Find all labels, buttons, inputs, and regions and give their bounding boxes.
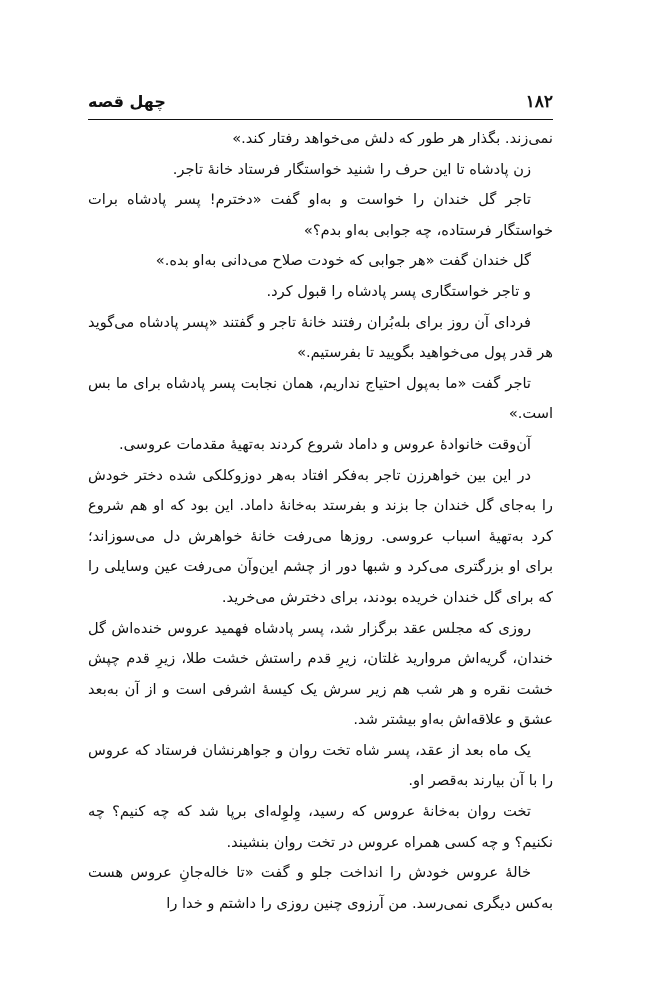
paragraph: آن‌وقت خانوادهٔ عروس و داماد شروع کردند به‌تهیهٔ مقدمات عروسی. bbox=[119, 435, 531, 453]
paragraph: گل خندان گفت «هر جوابی که خودت صلاح می‌دانی به‌او بده.» bbox=[155, 252, 531, 270]
paragraph: یک ماه بعد از عقد، پسر شاه تخت روان و جواهرنشان فرستاد که عروس را با آن بیارند به‌قصر او. bbox=[88, 741, 553, 790]
page-number: ۱۸۲ bbox=[525, 92, 553, 112]
running-header bbox=[88, 90, 553, 118]
book-title: چهل قصه bbox=[88, 92, 166, 111]
paragraph: فردای آن روز برای بله‌بُران رفتند خانهٔ تاجر و گفتند «پسر پادشاه می‌گوید هر قدر پول می‌خواهید بگویید تا بفرستیم.» bbox=[88, 313, 553, 362]
paragraph: تاجر گل خندان را خواست و به‌او گفت «دخترم! پسر پادشاه برات خواستگار فرستاده، چه جوابی به‌او بدم؟» bbox=[88, 191, 553, 239]
paragraph: تخت روان به‌خانهٔ عروس که رسید، وِلوِله‌ای برپا شد که چه کنیم؟ چه نکنیم؟ و چه کسی همراه عروس در تخت روان بنشیند. bbox=[88, 803, 553, 851]
paragraph: نمی‌زند. بگذار هر طور که دلش می‌خواهد رفتار کند.» bbox=[232, 130, 553, 147]
paragraph: زن پادشاه تا این حرف را شنید خواستگار فرستاد خانهٔ تاجر. bbox=[172, 160, 531, 178]
paragraph: و تاجر خواستگاری پسر پادشاه را قبول کرد. bbox=[266, 282, 531, 300]
header-rule bbox=[88, 119, 553, 120]
paragraph: خالهٔ عروس خودش را انداخت جلو و گفت «تا خاله‌جانِ عروس هست به‌کس دیگری نمی‌رسد. من آرزوی چنین روزی را داشتم و خدا را bbox=[88, 864, 553, 912]
paragraph: روزی که مجلس عقد برگزار شد، پسر پادشاه فهمید عروس خنده‌اش گل خندان، گریه‌اش مروارید غلتان، زیرِ قدم راستش خشت طلا، زیرِ قدم چپش خشت نقره و هر شب هم زیر سرش یک کیسهٔ اشرفی است و از آن به‌بعد عشق و علاقه‌اش به‌او بیشتر شد. bbox=[88, 619, 553, 729]
paragraph: تاجر گفت «ما به‌پول احتیاج نداریم، همان نجابت پسر پادشاه برای ما بس است.» bbox=[88, 374, 553, 423]
paragraph: در این بین خواهرزن تاجر به‌فکر افتاد به‌هر دوزوکلکی شده دختر خودش را به‌جای گل خندان جا بزند و بفرستد به‌خانهٔ داماد. این بود که او هم شروع کرد به‌تهیهٔ اسباب عروسی. روزها می‌رفت خانهٔ خواهرش دل می‌سوزاند؛ برای او بزرگتری می‌کرد و شبها دور از چشم این‌و‌آن می‌رفت عین وسایلی را که برای گل خندان خریده بودند، برای دخترش می‌خرید. bbox=[88, 466, 553, 606]
body-text bbox=[88, 124, 553, 919]
